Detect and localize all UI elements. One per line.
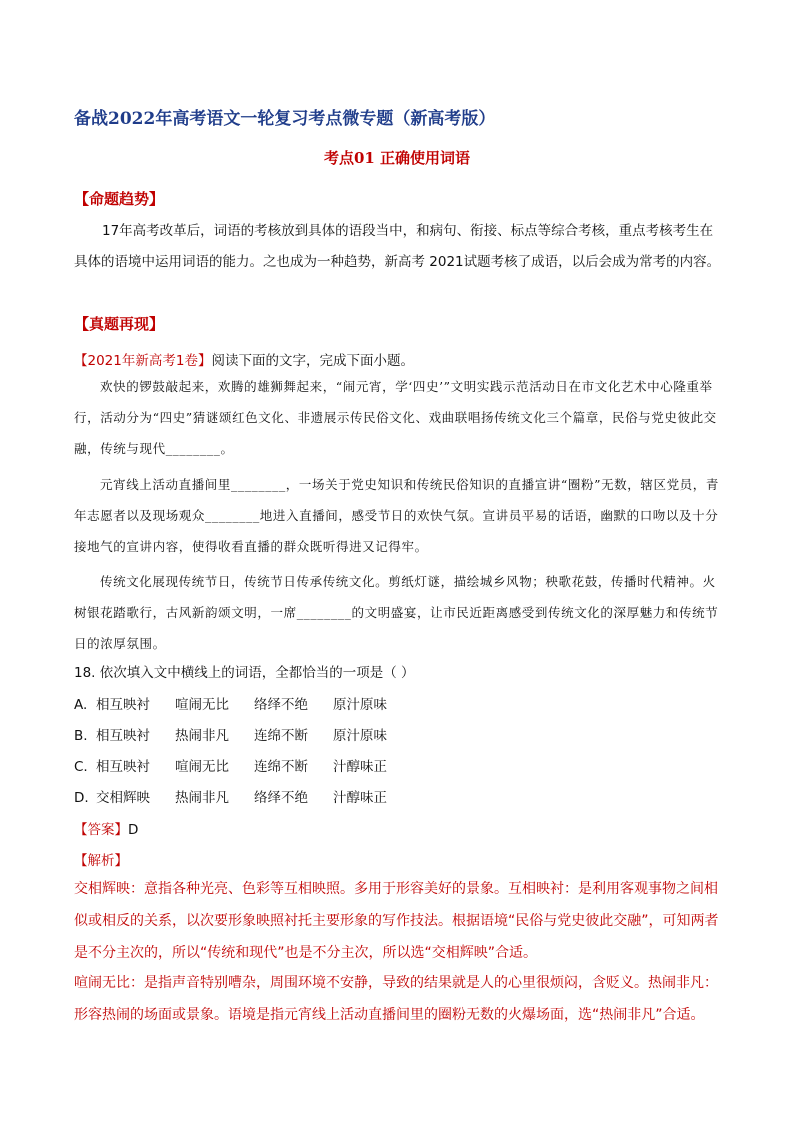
passage-2-text: 元宵线上活动直播间里________，一场关于党史知识和传统民俗知识的直播宣讲“圈粉”无数，辖区党员，青年志愿者以及现场观众________地进入直播间，感受节日的欢快气氛。宣讲员平易的话语，幽默的口吻以及十分接地气的宣讲内容，使得收看直播的群众既听得进又记得牢。 xyxy=(74,477,719,554)
instruction-text: 阅读下面的文字，完成下面小题。 xyxy=(211,353,414,369)
trend-heading: 【命题趋势】 xyxy=(74,190,165,208)
analysis-paragraph-2: 喧闹无比：是指声音特别嘈杂，周围环境不安静，导致的结果就是人的心里很烦闷，含贬义。热闹非凡：形容热闹的场面或景象。语境是指元宵线上活动直播间里的圈粉无数的火爆场面，选“热闹非凡”合适。 xyxy=(74,975,718,1023)
question-stem: 18. 依次填入文中横线上的词语，全都恰当的一项是（ ） xyxy=(74,665,415,681)
passage-3-text: 传统文化展现传统节日，传统节日传承传统文化。剪纸灯谜，描绘城乡风物；秧歌花鼓，传播时代精神。火树银花踏歌行，古风新韵颂文明，一席________的文明盛宴，让市民近距离感受到传统文化的深厚魅力和传统节日的浓厚氛围。 xyxy=(74,574,719,651)
trend-paragraph xyxy=(74,216,724,278)
answer-value: D xyxy=(128,822,139,838)
passage-paragraph-3 xyxy=(74,566,724,659)
passage-paragraph-2 xyxy=(74,469,724,562)
document-title: 备战2022年高考语文一轮复习考点微专题（新高考版） xyxy=(74,109,496,129)
analysis-paragraph-1: 交相辉映：意指各种光亮、色彩等互相映照。多用于形容美好的景象。互相映衬：是利用客观事物之间相似或相反的关系，以次要形象映照衬托主要形象的写作技法。根据语境“民俗与党史彼此交融”，可知两者是不分主次的，所以“传统和现代”也是不分主次，所以选“交相辉映”合适。 xyxy=(74,881,719,961)
option-b: B. 相互映衬 热闹非凡 连绵不断 原汁原味 xyxy=(74,728,387,744)
option-c: C. 相互映衬 喧闹无比 连绵不断 汁醇味正 xyxy=(74,759,387,775)
topic-subtitle: 考点01 正确使用词语 xyxy=(323,149,471,167)
analysis-label: 【解析】 xyxy=(74,853,128,869)
answer-label: 【答案】 xyxy=(74,822,128,838)
recap-heading: 【真题再现】 xyxy=(74,315,165,333)
trend-paragraph-text: 17年高考改革后，词语的考核放到具体的语段当中，和病句、衔接、标点等综合考核，重点考核考生在具体的语境中运用词语的能力。之也成为一种趋势，新高考 2021试题考核了成语，以后会成为常考的内容。 xyxy=(74,223,721,270)
option-d: D. 交相辉映 热闹非凡 络绎不绝 汁醇味正 xyxy=(74,790,387,806)
passage-paragraph-1 xyxy=(74,371,724,464)
option-a: A. 相互映衬 喧闹无比 络绎不绝 原汁原味 xyxy=(74,697,387,713)
answer-line xyxy=(74,818,138,838)
question-source-line xyxy=(74,349,414,369)
source-tag: 【2021年新高考1卷】 xyxy=(74,353,212,369)
passage-1-text: 欢快的锣鼓敲起来，欢腾的雄狮舞起来，“闹元宵，学‘四史’”文明实践示范活动日在市文化艺术中心隆重举行，活动分为“四史”猜谜颂红色文化、非遗展示传民俗文化、戏曲联唱扬传统文化三个篇章，民俗与党史彼此交融，传统与现代________。 xyxy=(74,379,717,456)
